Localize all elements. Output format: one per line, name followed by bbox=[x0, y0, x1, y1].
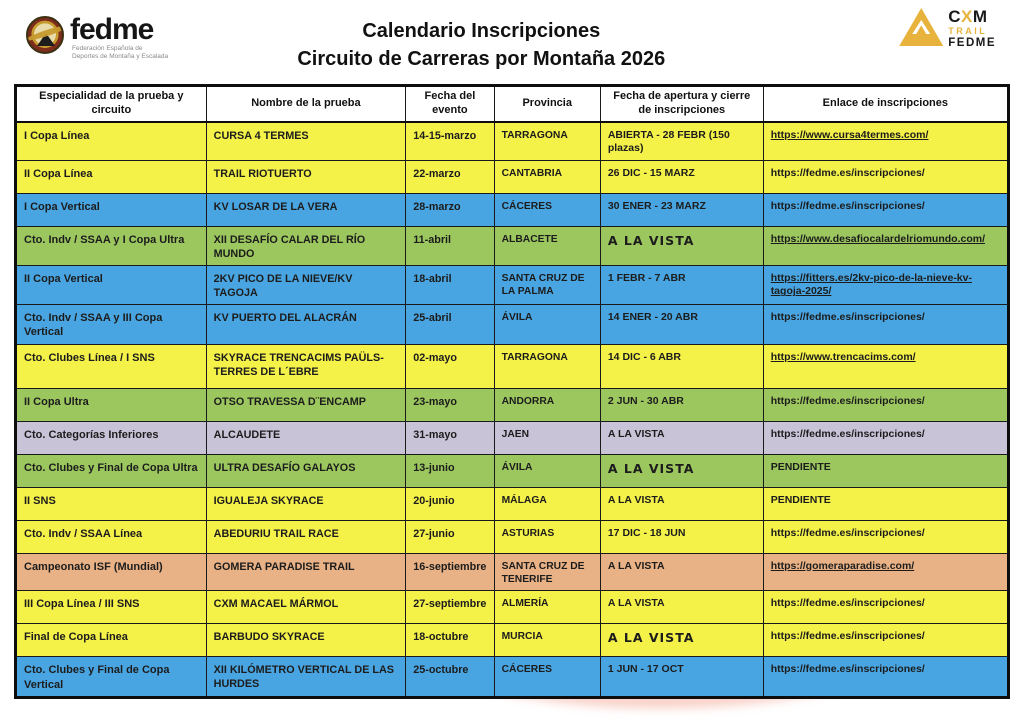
page-header bbox=[0, 0, 1024, 84]
cell-nombre-prueba: ULTRA DESAFÍO GALAYOS bbox=[206, 454, 406, 487]
cell-fecha-inscripciones: A LA VISTA bbox=[600, 226, 763, 265]
cell-fecha-inscripciones: 2 JUN - 30 ABR bbox=[600, 388, 763, 421]
cell-provincia: SANTA CRUZ DE TENERIFE bbox=[494, 553, 600, 591]
fedme-wordmark bbox=[70, 13, 169, 61]
cell-fecha-evento: 18-octubre bbox=[406, 624, 494, 657]
cell-enlace bbox=[763, 624, 1008, 657]
inscription-status: PENDIENTE bbox=[770, 493, 831, 506]
cell-nombre-prueba: XII DESAFÍO CALAR DEL RÍO MUNDO bbox=[206, 226, 406, 265]
column-header-fecha-inscripciones: Fecha de apertura y cierre de inscripciones bbox=[600, 86, 763, 122]
inscriptions-table bbox=[14, 84, 1010, 699]
inscription-link[interactable]: https://fedme.es/inscripciones/ bbox=[770, 166, 925, 179]
table-header bbox=[16, 86, 1009, 122]
table-body bbox=[16, 122, 1009, 698]
fedme-subtitle-line1: Federación Española de bbox=[72, 44, 143, 52]
inscription-link[interactable]: https://www.trencacims.com/ bbox=[770, 350, 916, 363]
cell-enlace bbox=[763, 591, 1008, 624]
cell-provincia: CANTABRIA bbox=[494, 160, 600, 193]
cxm-trail-fedme-logo bbox=[899, 8, 996, 50]
cxm-line: CXM bbox=[948, 7, 988, 26]
cell-especialidad: II Copa Ultra bbox=[16, 388, 207, 421]
inscription-link[interactable]: https://fedme.es/inscripciones/ bbox=[770, 427, 925, 440]
cell-enlace bbox=[763, 520, 1008, 553]
cell-enlace bbox=[763, 265, 1008, 304]
page-title bbox=[297, 17, 665, 73]
fedme-name: fedme bbox=[70, 13, 154, 46]
column-header-enlace: Enlace de inscripciones bbox=[763, 86, 1008, 122]
cell-fecha-inscripciones: 30 ENER - 23 MARZ bbox=[600, 193, 763, 226]
table-row bbox=[16, 388, 1009, 421]
cell-fecha-inscripciones: 14 DIC - 6 ABR bbox=[600, 344, 763, 388]
table-row bbox=[16, 624, 1009, 657]
table-row bbox=[16, 520, 1009, 553]
table-row bbox=[16, 160, 1009, 193]
table-row bbox=[16, 226, 1009, 265]
trail-line: TRAIL bbox=[948, 26, 988, 36]
cell-nombre-prueba: CXM MACAEL MÁRMOL bbox=[206, 591, 406, 624]
cell-fecha-evento: 31-mayo bbox=[406, 421, 494, 454]
cell-especialidad: Cto. Clubes y Final de Copa Vertical bbox=[16, 657, 207, 698]
inscription-link[interactable]: https://fitters.es/2kv-pico-de-la-nieve-kv-tagoja-2025/ bbox=[770, 271, 972, 298]
cell-provincia: CÁCERES bbox=[494, 657, 600, 698]
cell-fecha-evento: 22-marzo bbox=[406, 160, 494, 193]
cell-fecha-evento: 14-15-marzo bbox=[406, 122, 494, 161]
cell-fecha-evento: 27-junio bbox=[406, 520, 494, 553]
cell-provincia: TARRAGONA bbox=[494, 122, 600, 161]
cell-fecha-inscripciones: 14 ENER - 20 ABR bbox=[600, 304, 763, 344]
table-row bbox=[16, 265, 1009, 304]
cell-fecha-inscripciones: ABIERTA - 28 FEBR (150 plazas) bbox=[600, 122, 763, 161]
cell-provincia: ASTURIAS bbox=[494, 520, 600, 553]
inscription-link[interactable]: https://fedme.es/inscripciones/ bbox=[770, 310, 925, 323]
cell-especialidad: Cto. Indv / SSAA y III Copa Vertical bbox=[16, 304, 207, 344]
cell-nombre-prueba: SKYRACE TRENCACIMS PAÜLS-TERRES DE L´EBRE bbox=[206, 344, 406, 388]
cell-especialidad: I Copa Vertical bbox=[16, 193, 207, 226]
column-header-fecha-evento: Fecha del evento bbox=[406, 86, 494, 122]
inscription-link[interactable]: https://fedme.es/inscripciones/ bbox=[770, 394, 925, 407]
cell-fecha-evento: 11-abril bbox=[406, 226, 494, 265]
cell-nombre-prueba: TRAIL RIOTUERTO bbox=[206, 160, 406, 193]
fedme-line: FEDME bbox=[948, 37, 996, 49]
cell-fecha-inscripciones: A LA VISTA bbox=[600, 421, 763, 454]
inscription-link[interactable]: https://fedme.es/inscripciones/ bbox=[770, 199, 925, 212]
cell-nombre-prueba: GOMERA PARADISE TRAIL bbox=[206, 553, 406, 591]
inscription-link[interactable]: https://fedme.es/inscripciones/ bbox=[770, 597, 925, 610]
cell-enlace bbox=[763, 122, 1008, 161]
cell-fecha-inscripciones: 26 DIC - 15 MARZ bbox=[600, 160, 763, 193]
cell-especialidad: II Copa Línea bbox=[16, 160, 207, 193]
cell-especialidad: III Copa Línea / III SNS bbox=[16, 591, 207, 624]
inscription-link[interactable]: https://fedme.es/inscripciones/ bbox=[770, 526, 925, 539]
cell-fecha-evento: 20-junio bbox=[406, 487, 494, 520]
inscription-link[interactable]: https://fedme.es/inscripciones/ bbox=[770, 630, 925, 643]
cell-nombre-prueba: OTSO TRAVESSA D¨ENCAMP bbox=[206, 388, 406, 421]
cell-fecha-inscripciones: A LA VISTA bbox=[600, 454, 763, 487]
table-row bbox=[16, 344, 1009, 388]
cell-especialidad: II Copa Vertical bbox=[16, 265, 207, 304]
cell-especialidad: Cto. Indv / SSAA y I Copa Ultra bbox=[16, 226, 207, 265]
cell-especialidad: I Copa Línea bbox=[16, 122, 207, 161]
cell-fecha-evento: 16-septiembre bbox=[406, 553, 494, 591]
cell-especialidad: Cto. Clubes Línea / I SNS bbox=[16, 344, 207, 388]
cell-nombre-prueba: 2KV PICO DE LA NIEVE/KV TAGOJA bbox=[206, 265, 406, 304]
cell-fecha-evento: 28-marzo bbox=[406, 193, 494, 226]
cell-provincia: ÁVILA bbox=[494, 454, 600, 487]
cell-provincia: ALMERÍA bbox=[494, 591, 600, 624]
cell-fecha-evento: 18-abril bbox=[406, 265, 494, 304]
cell-nombre-prueba: KV LOSAR DE LA VERA bbox=[206, 193, 406, 226]
fedme-logo bbox=[26, 13, 169, 61]
cell-fecha-inscripciones: A LA VISTA bbox=[600, 553, 763, 591]
table-row bbox=[16, 304, 1009, 344]
column-header-especialidad: Especialidad de la prueba y circuito bbox=[16, 86, 207, 122]
cell-enlace bbox=[763, 657, 1008, 698]
cell-provincia: MURCIA bbox=[494, 624, 600, 657]
cell-enlace bbox=[763, 160, 1008, 193]
cell-fecha-evento: 13-junio bbox=[406, 454, 494, 487]
cell-enlace bbox=[763, 553, 1008, 591]
inscription-link[interactable]: https://fedme.es/inscripciones/ bbox=[770, 663, 925, 676]
cell-especialidad: II SNS bbox=[16, 487, 207, 520]
cell-especialidad: Cto. Categorías Inferiores bbox=[16, 421, 207, 454]
cell-provincia: ÁVILA bbox=[494, 304, 600, 344]
cell-provincia: ALBACETE bbox=[494, 226, 600, 265]
cell-enlace bbox=[763, 193, 1008, 226]
cell-enlace bbox=[763, 388, 1008, 421]
cell-provincia: TARRAGONA bbox=[494, 344, 600, 388]
cell-fecha-inscripciones: A LA VISTA bbox=[600, 591, 763, 624]
table-row bbox=[16, 193, 1009, 226]
cell-fecha-evento: 25-abril bbox=[406, 304, 494, 344]
cell-nombre-prueba: BARBUDO SKYRACE bbox=[206, 624, 406, 657]
cell-especialidad: Campeonato ISF (Mundial) bbox=[16, 553, 207, 591]
cell-enlace bbox=[763, 421, 1008, 454]
table-row bbox=[16, 454, 1009, 487]
table-row bbox=[16, 122, 1009, 161]
cell-especialidad: Cto. Indv / SSAA Línea bbox=[16, 520, 207, 553]
table-row bbox=[16, 657, 1009, 698]
cell-provincia: ANDORRA bbox=[494, 388, 600, 421]
table-row bbox=[16, 553, 1009, 591]
table-row bbox=[16, 591, 1009, 624]
column-header-provincia: Provincia bbox=[494, 86, 600, 122]
cell-fecha-inscripciones: A LA VISTA bbox=[600, 487, 763, 520]
inscription-link[interactable]: https://www.desafiocalardelriomundo.com/ bbox=[770, 232, 985, 245]
cell-enlace bbox=[763, 344, 1008, 388]
inscription-status: PENDIENTE bbox=[770, 460, 831, 473]
cxm-wordmark bbox=[948, 8, 996, 50]
page-title-line1: Calendario Inscripciones bbox=[362, 20, 601, 42]
cell-enlace bbox=[763, 487, 1008, 520]
cell-provincia: CÁCERES bbox=[494, 193, 600, 226]
cell-enlace bbox=[763, 226, 1008, 265]
fedme-emblem-icon bbox=[26, 16, 64, 54]
cell-enlace bbox=[763, 454, 1008, 487]
cell-nombre-prueba: CURSA 4 TERMES bbox=[206, 122, 406, 161]
table-row bbox=[16, 487, 1009, 520]
cell-enlace bbox=[763, 304, 1008, 344]
cell-fecha-inscripciones: A LA VISTA bbox=[600, 624, 763, 657]
cell-fecha-evento: 23-mayo bbox=[406, 388, 494, 421]
table-row bbox=[16, 421, 1009, 454]
cell-fecha-inscripciones: 1 JUN - 17 OCT bbox=[600, 657, 763, 698]
cell-nombre-prueba: ALCAUDETE bbox=[206, 421, 406, 454]
cell-especialidad: Final de Copa Línea bbox=[16, 624, 207, 657]
cell-provincia: SANTA CRUZ DE LA PALMA bbox=[494, 265, 600, 304]
cell-especialidad: Cto. Clubes y Final de Copa Ultra bbox=[16, 454, 207, 487]
mountain-icon bbox=[899, 8, 943, 46]
cell-nombre-prueba: XII KILÓMETRO VERTICAL DE LAS HURDES bbox=[206, 657, 406, 698]
cell-nombre-prueba: IGUALEJA SKYRACE bbox=[206, 487, 406, 520]
cell-fecha-evento: 02-mayo bbox=[406, 344, 494, 388]
cell-fecha-inscripciones: 1 FEBR - 7 ABR bbox=[600, 265, 763, 304]
fedme-subtitle-line2: Deportes de Montaña y Escalada bbox=[72, 52, 169, 60]
cell-nombre-prueba: ABEDURIU TRAIL RACE bbox=[206, 520, 406, 553]
cell-nombre-prueba: KV PUERTO DEL ALACRÁN bbox=[206, 304, 406, 344]
column-header-nombre: Nombre de la prueba bbox=[206, 86, 406, 122]
cell-fecha-evento: 25-octubre bbox=[406, 657, 494, 698]
cell-fecha-inscripciones: 17 DIC - 18 JUN bbox=[600, 520, 763, 553]
cell-provincia: MÁLAGA bbox=[494, 487, 600, 520]
inscription-link[interactable]: https://gomeraparadise.com/ bbox=[770, 559, 915, 572]
page-title-line2: Circuito de Carreras por Montaña 2026 bbox=[297, 48, 666, 70]
inscription-link[interactable]: https://www.cursa4termes.com/ bbox=[770, 128, 929, 141]
cell-fecha-evento: 27-septiembre bbox=[406, 591, 494, 624]
cell-provincia: JAEN bbox=[494, 421, 600, 454]
